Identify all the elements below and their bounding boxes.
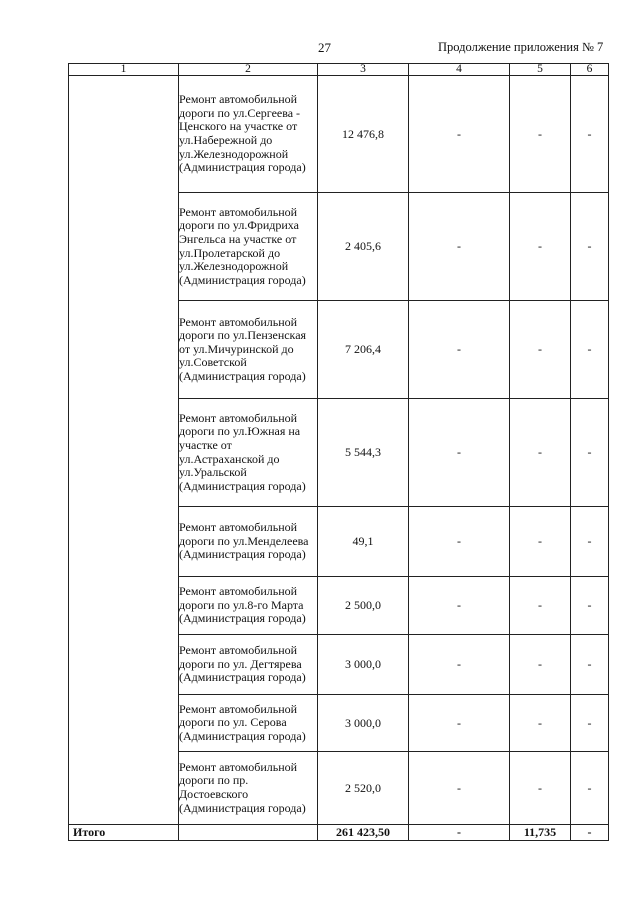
row-col4: - bbox=[409, 399, 510, 507]
merged-program-cell bbox=[69, 76, 179, 825]
row-col4: - bbox=[409, 193, 510, 301]
column-number-row bbox=[69, 64, 609, 76]
row-col4: - bbox=[409, 301, 510, 399]
row-description: Ремонт автомобильной дороги по ул.Фридриха Энгельса на участке от ул.Пролетарской до ул.Железнодорожной (Администрация города) bbox=[179, 193, 318, 301]
appendix-continuation-note: Продолжение приложения № 7 bbox=[438, 40, 604, 54]
column-number: 3 bbox=[318, 64, 409, 76]
row-amount: 5 544,3 bbox=[318, 399, 409, 507]
row-col4: - bbox=[409, 76, 510, 193]
row-col5: - bbox=[510, 193, 571, 301]
row-col5: - bbox=[510, 301, 571, 399]
table-row bbox=[69, 76, 609, 193]
row-col5: - bbox=[510, 507, 571, 577]
row-col6: - bbox=[571, 635, 609, 695]
total-col5: 11,735 bbox=[510, 825, 571, 841]
row-amount: 3 000,0 bbox=[318, 695, 409, 752]
row-col6: - bbox=[571, 695, 609, 752]
page-number: 27 bbox=[318, 40, 331, 55]
total-empty-cell bbox=[179, 825, 318, 841]
row-col5: - bbox=[510, 76, 571, 193]
row-col5: - bbox=[510, 695, 571, 752]
column-number: 5 bbox=[510, 64, 571, 76]
row-col6: - bbox=[571, 76, 609, 193]
row-col4: - bbox=[409, 507, 510, 577]
row-col6: - bbox=[571, 577, 609, 635]
column-number: 2 bbox=[179, 64, 318, 76]
total-row bbox=[69, 825, 609, 841]
row-col4: - bbox=[409, 635, 510, 695]
row-amount: 2 520,0 bbox=[318, 752, 409, 825]
row-col4: - bbox=[409, 695, 510, 752]
column-number: 6 bbox=[571, 64, 609, 76]
row-description: Ремонт автомобильной дороги по ул.Пензенская от ул.Мичуринской до ул.Советской (Администрация города) bbox=[179, 301, 318, 399]
row-description: Ремонт автомобильной дороги по пр. Достоевского (Администрация города) bbox=[179, 752, 318, 825]
total-label: Итого bbox=[69, 825, 179, 841]
row-col4: - bbox=[409, 577, 510, 635]
total-col6: - bbox=[571, 825, 609, 841]
column-number: 1 bbox=[69, 64, 179, 76]
row-col4: - bbox=[409, 752, 510, 825]
row-col5: - bbox=[510, 399, 571, 507]
row-description: Ремонт автомобильной дороги по ул. Серова (Администрация города) bbox=[179, 695, 318, 752]
row-amount: 49,1 bbox=[318, 507, 409, 577]
row-description: Ремонт автомобильной дороги по ул.Южная на участке от ул.Астраханской до ул.Уральской (Администрация города) bbox=[179, 399, 318, 507]
row-col5: - bbox=[510, 635, 571, 695]
row-col5: - bbox=[510, 577, 571, 635]
row-col6: - bbox=[571, 193, 609, 301]
row-amount: 7 206,4 bbox=[318, 301, 409, 399]
row-description: Ремонт автомобильной дороги по ул.8-го Марта (Администрация города) bbox=[179, 577, 318, 635]
row-description: Ремонт автомобильной дороги по ул.Сергеева - Ценского на участке от ул.Набережной до ул.Железнодорожной (Администрация города) bbox=[179, 76, 318, 193]
row-col6: - bbox=[571, 399, 609, 507]
row-col6: - bbox=[571, 301, 609, 399]
total-col4: - bbox=[409, 825, 510, 841]
column-number: 4 bbox=[409, 64, 510, 76]
row-col6: - bbox=[571, 752, 609, 825]
row-amount: 2 405,6 bbox=[318, 193, 409, 301]
row-amount: 3 000,0 bbox=[318, 635, 409, 695]
total-amount: 261 423,50 bbox=[318, 825, 409, 841]
row-col5: - bbox=[510, 752, 571, 825]
row-amount: 12 476,8 bbox=[318, 76, 409, 193]
row-description: Ремонт автомобильной дороги по ул. Дегтярева (Администрация города) bbox=[179, 635, 318, 695]
appendix-table bbox=[68, 63, 609, 841]
row-col6: - bbox=[571, 507, 609, 577]
row-amount: 2 500,0 bbox=[318, 577, 409, 635]
row-description: Ремонт автомобильной дороги по ул.Менделеева (Администрация города) bbox=[179, 507, 318, 577]
